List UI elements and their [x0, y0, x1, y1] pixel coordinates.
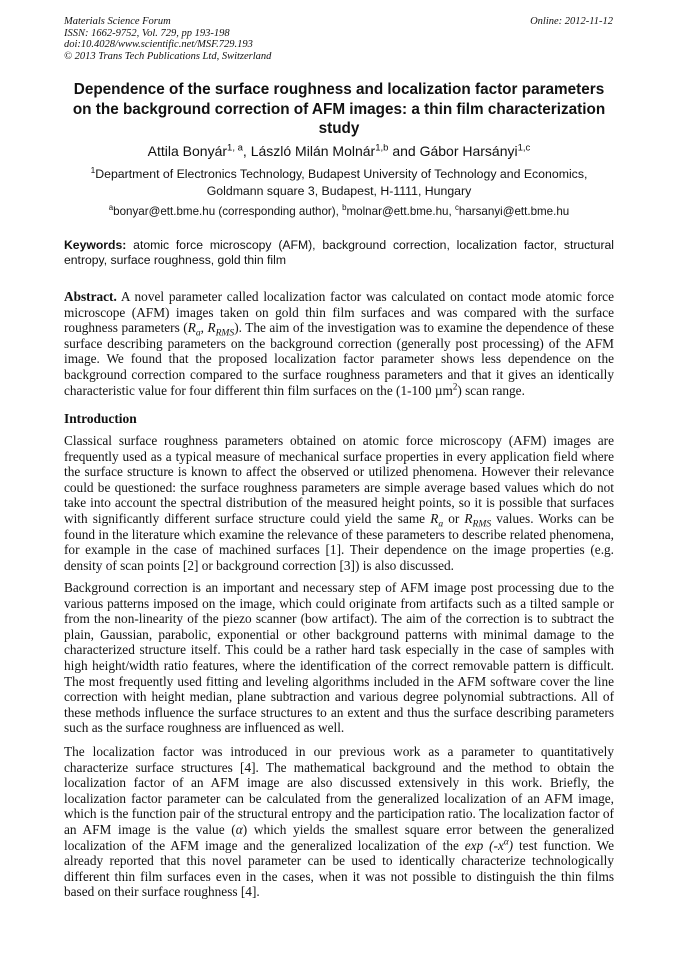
abstract-text: ) scan range. [457, 382, 525, 398]
abstract [64, 289, 614, 398]
online-date: Online: 2012-11-12 [530, 16, 613, 27]
author-separator: and [388, 143, 420, 159]
superscript: 2 [452, 381, 458, 392]
paragraph-text: The localization factor was introduced in our previous work as a parameter to quantitatively characterize surface structures [4]. The mathematical background and the method to obtain the localization factor of an AFM image are also discussed extensively in this work. Briefly, the localization factor parameter can be calculated from the generalized localization of an AFM image, which is the function pair of the structural entropy and the participation ratio. The localization factor of an AFM image is the value ( [64, 744, 614, 837]
paper-title: Dependence of the surface roughness and localization factor parameters on the background correction of AFM images: a thin film characterization study [72, 81, 606, 137]
author-name: Gábor Harsányi [419, 143, 518, 159]
symbol-sub: a [438, 518, 444, 530]
keywords-label: Keywords: [64, 238, 127, 252]
affiliation [64, 166, 614, 200]
email-sup: a [108, 203, 114, 213]
symbol: α [235, 821, 243, 837]
paragraph-3 [64, 744, 614, 900]
copyright-line: © 2013 Trans Tech Publications Ltd, Switzerland [64, 50, 272, 62]
paragraph-text: Classical surface roughness parameters obtained on atomic force microscopy (AFM) images are frequently used as a typical measure of mechanical surface properties in every application field where the surface structure is known to affect the observed or utilized phenomena. However their relevance could be questioned: the surface roughness parameters are simple average based values which do not take into account the spectral distribution of the measured height points, so it is possible that surfaces with significantly different surface structure could yield the same [64, 433, 614, 526]
abstract-text: , [200, 320, 208, 336]
paragraph-text: ) which yields the smallest square error between the generalized localization of the AFM image and the generalized localization of the [64, 821, 614, 853]
email-a[interactable]: bonyar@ett.bme.hu (corresponding author), [113, 205, 343, 218]
symbol-sub: a [195, 327, 201, 339]
paragraph-text: test function. We already reported that this novel parameter can be used to identically characterize technologically different thin film surfaces even in the cases, when it was not possible to distinguish the thin films based on their surface roughness [4]. [64, 837, 614, 900]
abstract-label: Abstract. [64, 289, 117, 304]
symbol-sub: RMS [215, 327, 235, 339]
affiliation-line-1: Department of Electronics Technology, Budapest University of Technology and Economics, [95, 167, 588, 181]
author-sup: 1, a [227, 142, 243, 154]
keywords [64, 238, 614, 268]
email-b[interactable]: molnar@ett.bme.hu, [346, 205, 455, 218]
paragraph-1 [64, 433, 614, 573]
keywords-text: atomic force microscopy (AFM), background correction, localization factor, structural entropy, surface roughness, gold thin film [64, 238, 614, 268]
email-c[interactable]: harsanyi@ett.bme.hu [458, 205, 570, 218]
formula-sup: α [503, 836, 509, 847]
journal-name: Materials Science Forum [64, 16, 171, 27]
paragraph-text: or [443, 510, 465, 526]
author-name: László Milán Molnár [250, 143, 376, 159]
email-list [64, 204, 614, 219]
issn-line: ISSN: 1662-9752, Vol. 729, pp 193-198 [64, 27, 230, 39]
symbol: R [464, 510, 473, 526]
email-sup: b [342, 203, 347, 213]
symbol-sub: RMS [472, 518, 492, 530]
journal-header [64, 16, 271, 62]
section-heading-introduction: Introduction [64, 411, 137, 426]
abstract-text: ). The aim of the investigation was to examine the dependence of these surface describing parameters on the background correction (generally post processing) of the AFM image. We found that the proposed localization factor parameter shows less dependence on the background correction compared to the surface roughness parameters and that it gives an identically characteristic value for four different thin film surfaces on the (1-100 µm [64, 320, 614, 398]
abstract-text: A novel parameter called localization factor was calculated on contact mode atomic force microscope (AFM) images taken on gold thin film surfaces and was compared with the surface roughness parameters ( [64, 289, 614, 336]
formula [465, 838, 513, 853]
symbol: R [207, 320, 216, 336]
formula-text: ) [508, 837, 514, 853]
author-name: Attila Bonyár [147, 143, 228, 159]
symbol: R [187, 320, 196, 336]
affiliation-line-2: Goldmann square 3, Budapest, H-1111, Hungary [206, 184, 472, 198]
paragraph-text: values. Works can be found in the literature which examine the relevance of these parameters to describe related phenomena, for example in the case of machined surfaces [1]. Their dependence on the image properties (e.g. density of scan points [2] or background correction [3]) is also discussed. [64, 510, 614, 573]
email-sup: c [454, 203, 459, 213]
author-sup: 1,b [375, 142, 389, 154]
author-sup: 1,c [517, 142, 531, 154]
symbol: R [430, 510, 439, 526]
affiliation-sup: 1 [90, 164, 96, 175]
formula-text: exp (-x [464, 837, 504, 853]
paragraph-2: Background correction is an important and necessary step of AFM image post processing due to the various patterns imposed on the image, which could originate from artifacts such as a tilted sample or from the non-linearity of the piezo scanner (bow artifact). The aim of the correction is to subtract the plain, Gaussian, parabolic, exponential or other background patterns with minimal damage to the characterized structure itself. This could be a rather hard task especially in the case of samples with high height/width ratio features, where the identification of the correct removable pattern is difficult. The most frequently used fitting and leveling algorithms included in the AFM software cover the line correction with height median, plane subtraction and various degree polynomial subtractions. All of these methods influence the surface structures to an extent and thus the surface describing parameters such as the surface roughness are influenced as well. [64, 580, 614, 736]
author-separator: , [242, 143, 251, 159]
doi-line: doi:10.4028/www.scientific.net/MSF.729.193 [64, 39, 253, 51]
author-list [64, 142, 614, 160]
